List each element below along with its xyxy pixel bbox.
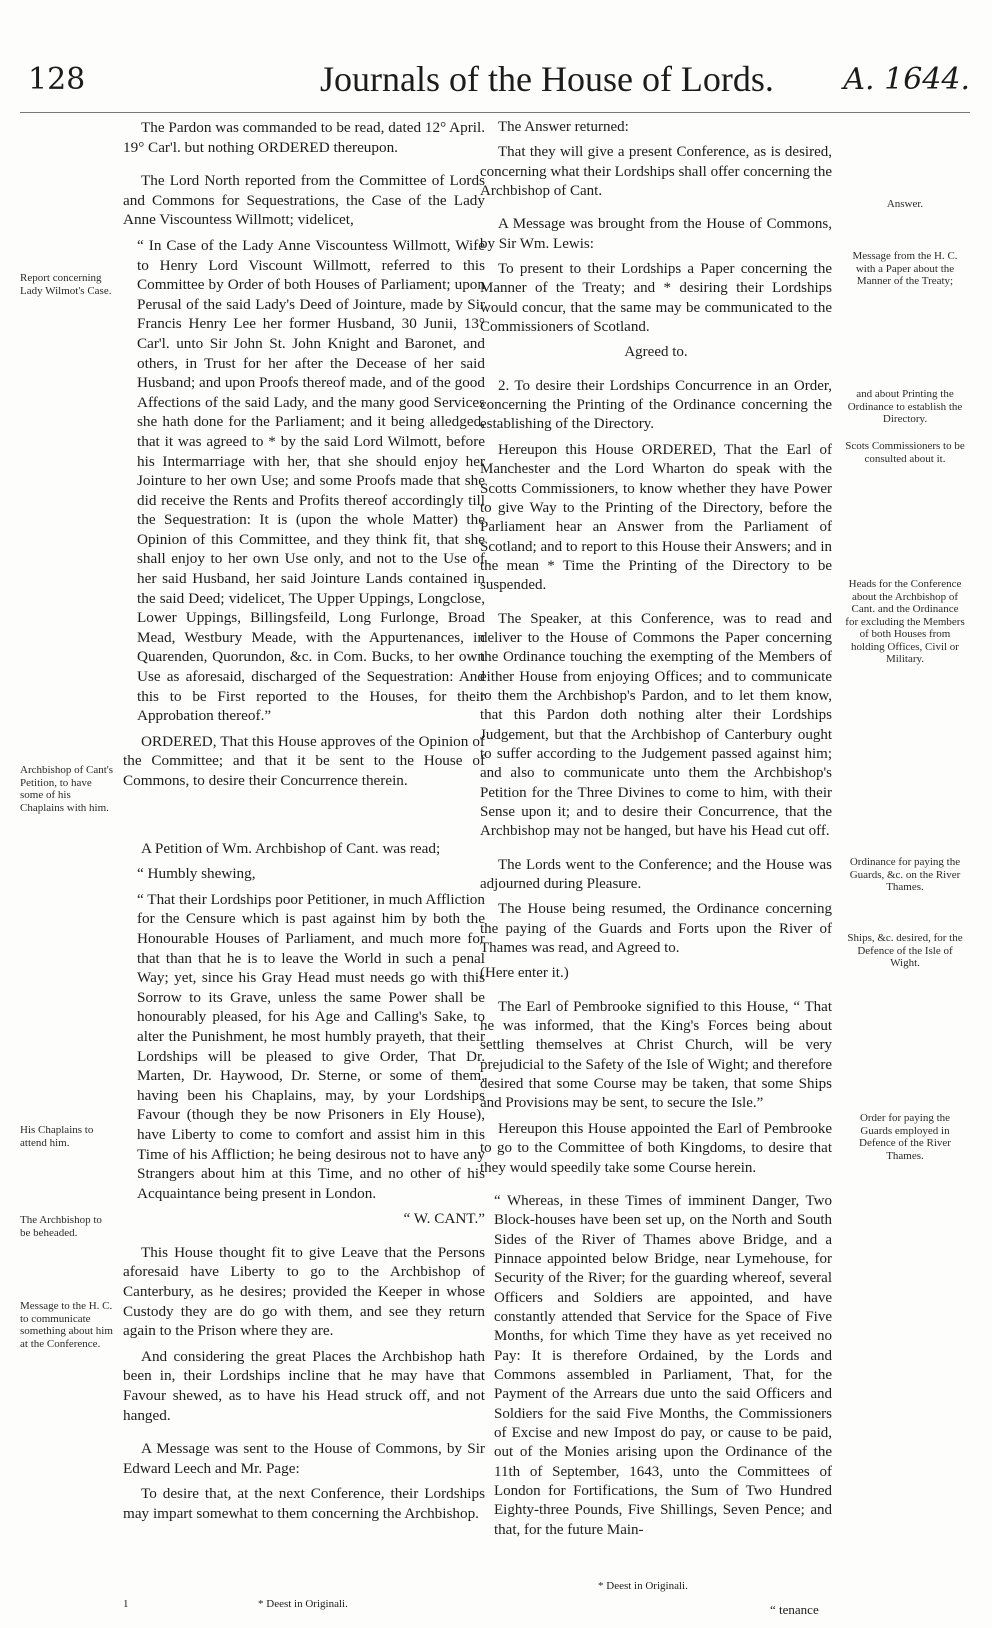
paragraph-whereas-ordinance: “ Whereas, in these Times of imminent Danger, Two Block-houses have been set up, on the North and South Sides of the River of Thames above Bridge, and a Pinnace appointed below Bridge, near Lymehouse, for Security of the River; for the guarding whereof, several Officers and Soldiers are appointed, and have constantly attended that Service for the Space of Five Months, for which Time they have as yet received no Pay: It is therefore Ordained, by the Lords and Commons assembled in Parliament, That, for the Payment of the Arrears due unto the said Officers and Soldiers for the said Five Months, the Commissioners of Excise and new Impost do pay, or cause to be paid, out of the Monies arising upon the Ordinance of the 11th of September, 1643, unto the Committees of London for Fortifications, the Sum of Two Hundred Eighty-three Pounds, Five Shillings, Seven Pence; and that, for the future Main-: [494, 1192, 832, 1538]
margin-note-beheaded: The Archbishop to be beheaded.: [20, 1214, 102, 1239]
catchword: “ tenance: [770, 1602, 819, 1617]
paragraph-directory-order: 2. To desire their Lordships Concurrence in an Order, concerning the Printing of the Ordinance concerning the establishing of the Directory.: [480, 377, 832, 433]
footnote-marker-left: 1: [123, 1598, 129, 1610]
page-number: 128: [28, 62, 86, 97]
footnote-left: * Deest in Originali.: [258, 1598, 348, 1610]
paragraph-head-struck-off: And considering the great Places the Archbishop hath been in, their Lordships incline that he may have that Favour shewed, as to have his Head struck off, and not hanged.: [123, 1347, 485, 1424]
paragraph-petition-text: “ That their Lordships poor Petitioner, in much Affliction for the Censure which is past against him by both the Honourable Houses of Parliament, and much more for that than that he is to leave the World in such a penal Way; yet, since his Gray Head must needs go with this Sorrow to its Grave, unless the same Power shall be honourably pleased, for his Age and Calling's Sake, to alter the Punishment, he most humbly prayeth, that their Lordships will be pleased to give Order, That Dr. Marten, Dr. Haywood, Dr. Sterne, or some of them, having been his Chaplains, may, by your Lordships Favour (though they be now Prisoners in Ely House), have Liberty to come to comfort and assist him in this Time of his Affliction; he being desirous not to have any Strangers about him at this Time, and no other of his Acquaintance being present in London.: [137, 890, 485, 1202]
paragraph-ordinance-guards: The House being resumed, the Ordinance concerning the paying of the Guards and Forts upon the River of Thames was read, and Agreed to.: [480, 901, 832, 957]
margin-note-conference-heads: Heads for the Conference about the Archbishop of Cant. and the Ordinance for excluding the Members of both Houses from holding Offices, Civil or Military.: [845, 578, 965, 665]
paragraph-wilmot-case: “ In Case of the Lady Anne Viscountess Willmott, Wife to Henry Lord Viscount Willmott, referred to this Committee by Order of both Houses of Parliament; upon Perusal of the said Lady's Deed of Jointure, made by Sir Francis Henry Lee her former Husband, 30 Junii, 13° Car'l. unto Sir John St. John Knight and Baronet, and others, in Trust for her after the Decease of her said Husband; and upon Proofs thereof made, and of the good Affections of the said Lady, and the many good Services she hath done for the Parliament; and it being alledged, that it was agreed to * by the said Lord Wilmott, before his Intermarriage with her, that she should enjoy her Jointure to her own Use; and some Proofs made that she did receive the Rents and Profits thereof accordingly till the Sequestration: It is (upon the whole Matter) the Opinion of this Committee, and they think fit, that she shall enjoy to her own Use only, and not to the Use of her said Husband, her said Jointure Lands contained in the said Deed; videlicet, The Upper Uppings, Longclose, Lower Uppings, Billingsfeild, Long Furlonge, Broad Mead, Westbury Meade, with the Appurtenances, in Quarenden, Quorundon, &c. in Com. Bucks, to her own Use as aforesaid, discharged of the Sequestration: And this to be First reported to the Houses, for their Approbation thereof.”: [137, 236, 485, 725]
paragraph-leave-given: This House thought fit to give Leave that the Persons aforesaid have Liberty to go to the Archbishop of Canterbury, as he desires; provided the Keeper in whose Custody they are do go with them, and see they return again to the Prison where they are.: [123, 1243, 485, 1340]
page-header: [20, 58, 970, 108]
left-column: [123, 118, 485, 1530]
page-year: A. 1644.: [843, 62, 970, 97]
paragraph-message-sent: A Message was sent to the House of Commons, by Sir Edward Leech and Mr. Page:: [123, 1440, 485, 1477]
paragraph-agreed-1: Agreed to.: [624, 344, 688, 361]
paragraph-pembrooke: The Earl of Pembrooke signified to this House, “ That he was informed, that the King's Forces being about settling themselves at Christ Church, will be very prejudicial to the Safety of the Isle of Wight; and therefore desired that some Course may be taken, that some Ships and Provisions may be sent, to secure the Isle.”: [480, 998, 832, 1112]
margin-note-message-commons: Message to the H. C. to communicate something about him at the Conference.: [20, 1300, 113, 1350]
paragraph-lords-went: The Lords went to the Conference; and the House was adjourned during Pleasure.: [480, 856, 832, 893]
paragraph-present-conference: That they will give a present Conference, as is desired, concerning what their Lordships shall offer concerning the Archbishop of Cant.: [480, 144, 832, 200]
margin-note-scots-consulted: Scots Commissioners to be consulted about it.: [845, 440, 965, 465]
margin-note-chaplains-attend: His Chaplains to attend him.: [20, 1124, 94, 1149]
paragraph-pardon: The Pardon was commanded to be read, dated 12° April. 19° Car'l. but nothing ORDERED thereupon.: [123, 119, 485, 156]
paragraph-committee-kingdoms: Hereupon this House appointed the Earl of Pembrooke to go to the Committee of both Kingdoms, to desire that they would speedily take some Course herein.: [480, 1120, 832, 1176]
margin-note-guards-ordinance: Ordinance for paying the Guards, &c. on the River Thames.: [849, 856, 961, 893]
paragraph-answer-returned: The Answer returned:: [498, 119, 629, 135]
margin-note-treaty-paper: Message from the H. C. with a Paper about the Manner of the Treaty;: [852, 250, 958, 287]
paragraph-here-enter: (Here enter it.): [480, 965, 569, 982]
paragraph-desire-conference: To desire that, at the next Conference, their Lordships may impart somewhat to them concerning the Archbishop.: [123, 1485, 485, 1522]
paragraph-scots-commissioners: Hereupon this House ORDERED, That the Earl of Manchester and the Lord Wharton do speak with the Scotts Commissioners, to know whether they have Power to give Way to the Printing of the Directory, before the Parliament hear an Answer from the Parliament of Scotland; and to report to this House their Answers; and in the mean * Time the Printing of the Directory to be suspended.: [480, 441, 832, 594]
page-title: Journals of the House of Lords.: [320, 59, 774, 99]
margin-note-directory: and about Printing the Ordinance to establish the Directory.: [847, 388, 963, 425]
header-rule: [20, 112, 970, 113]
paragraph-treaty-paper: To present to their Lordships a Paper concerning the Manner of the Treaty; and * desiring their Lordships would concur, that the same may be communicated to the Commissioners of Scotland.: [480, 261, 832, 336]
footnote-right: * Deest in Originali.: [598, 1580, 688, 1592]
paragraph-petition-read: A Petition of Wm. Archbishop of Cant. was read;: [141, 839, 441, 857]
margin-note-wilmot-report: Report concerning Lady Wilmot's Case.: [20, 272, 112, 297]
paragraph-message-lewis: A Message was brought from the House of Commons, by Sir Wm. Lewis:: [480, 216, 832, 252]
right-column: [480, 118, 832, 1546]
margin-note-thames-guards: Order for paying the Guards employed in Defence of the River Thames.: [859, 1112, 951, 1162]
paragraph-humbly-shewing: “ Humbly shewing,: [137, 865, 256, 883]
margin-note-answer: Answer.: [886, 198, 924, 210]
margin-note-isle-of-wight: Ships, &c. desired, for the Defence of the Isle of Wight.: [847, 932, 963, 969]
petition-signature: “ W. CANT.”: [403, 1210, 485, 1228]
paragraph-ordered-approve: ORDERED, That this House approves of the Opinion of the Committee; and that it be sent to the House of Commons, to desire their Concurrence therein.: [123, 732, 485, 789]
paragraph-lord-north-report: The Lord North reported from the Committee of Lords and Commons for Sequestrations, the Case of the Lady Anne Viscountess Willmott; videlicet,: [123, 172, 485, 229]
margin-note-archbishop-petition: Archbishop of Cant's Petition, to have some of his Chaplains with him.: [20, 764, 114, 814]
paragraph-speaker-conference: The Speaker, at this Conference, was to read and deliver to the House of Commons the Paper concerning the Ordinance touching the exempting of the Members of either House from enjoying Offices; and to communicate to them the Archbishop's Pardon, and to let them know, that this Pardon doth nothing alter their Lordships Judgement, but that the Archbishop of Canterbury ought to suffer according to the Judgement passed against him; and also to communicate unto them the Archbishop's Petition for the Three Divines to come to him, with their Sense upon it; and to desire their Concurrence, that the Archbishop may not be hanged, but have his Head cut off.: [480, 610, 832, 840]
